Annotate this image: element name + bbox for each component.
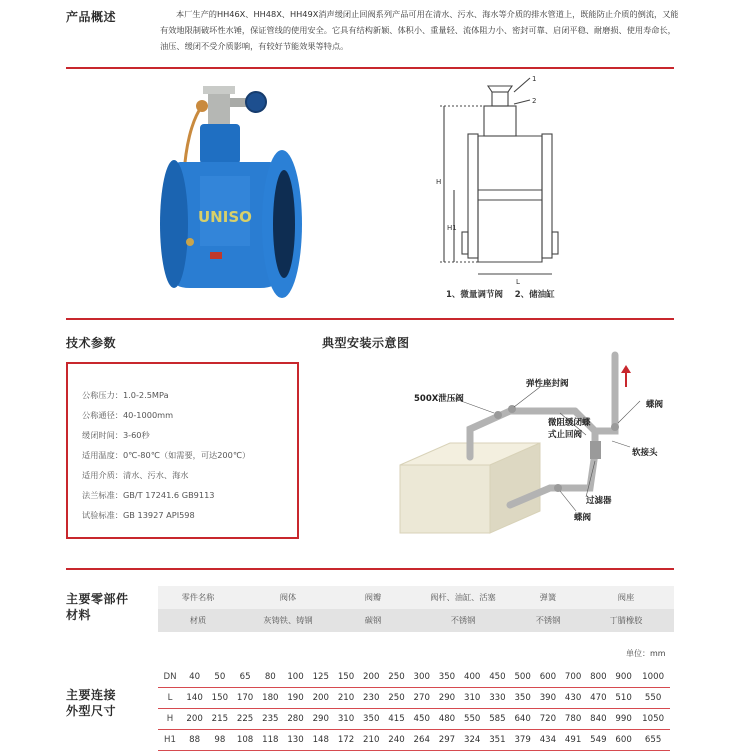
dims-cell: 170: [232, 688, 257, 709]
parts-header-cell: 阀体: [238, 586, 338, 609]
dims-cell: 150: [333, 667, 358, 688]
dims-cell: 400: [460, 667, 485, 688]
parts-title-line1: 主要零部件: [66, 592, 129, 606]
valve-product-photo: [150, 76, 310, 301]
dims-cell: 40: [182, 667, 207, 688]
parts-header-cell: 阀杆、油缸、活塞: [408, 586, 518, 609]
dims-cell: 600: [535, 667, 560, 688]
dims-cell: 780: [561, 709, 586, 730]
dims-row-label: H1: [158, 730, 182, 751]
parts-table: [158, 586, 674, 632]
installation-diagram: [390, 345, 690, 545]
dims-cell: 350: [359, 709, 384, 730]
label-check-valve-line2: 式止回阀: [548, 430, 583, 440]
label-elastic-seat-valve: 弹性座封阀: [526, 379, 569, 389]
dims-cell: 118: [258, 730, 283, 751]
dims-cell: 200: [359, 667, 384, 688]
dims-cell: 550: [636, 688, 670, 709]
dims-cell: 585: [485, 709, 510, 730]
parts-material-cell: 不锈钢: [518, 609, 578, 632]
dims-cell: 390: [535, 688, 560, 709]
dims-cell: 415: [384, 709, 409, 730]
dims-title-line2: 外型尺寸: [66, 704, 117, 718]
parts-header-cell: 弹簧: [518, 586, 578, 609]
overview-title: 产品概述: [66, 10, 117, 24]
dims-row-l: [158, 688, 670, 709]
dims-cell: 210: [333, 688, 358, 709]
dims-cell: 180: [258, 688, 283, 709]
callout-2: 2: [532, 97, 537, 105]
dims-cell: 310: [460, 688, 485, 709]
dims-cell: 290: [434, 688, 459, 709]
dims-cell: 190: [283, 688, 308, 709]
dims-cell: 550: [460, 709, 485, 730]
dims-cell: 300: [409, 667, 434, 688]
dims-cell: 640: [510, 709, 535, 730]
dims-cell: 800: [586, 667, 611, 688]
dims-cell: 324: [460, 730, 485, 751]
dims-title-line1: 主要连接: [66, 688, 117, 702]
overview-text: 本厂生产的HH46X、HH48X、HH49X消声缓闭止回阀系列产品可用在清水、污水、海水等介质的排水管道上，既能防止介质的倒流，又能有效地限制破坏性水锤，保证管线的使用安全。它具有结构新颖、体积小、重量轻、流体阻力小、密封可靠、启闭平稳、耐磨损、使用寿命长，油压、缓闭不受介质影响，有较好节能效果等特点。: [160, 9, 679, 51]
parts-material-cell: 不锈钢: [408, 609, 518, 632]
drawing-caption: 1、微量调节阀 2、储油缸: [446, 290, 555, 300]
spec-flange-standard: 法兰标准：GB/T 17241.6 GB9113: [82, 490, 215, 500]
dims-cell: 350: [510, 688, 535, 709]
dims-row-h: [158, 709, 670, 730]
dims-row-label: L: [158, 688, 182, 709]
dims-cell: 1050: [636, 709, 670, 730]
spec-diameter: 公称通径：40-1000mm: [82, 410, 174, 420]
parts-header-cell: 零件名称: [158, 586, 238, 609]
dims-cell: 108: [232, 730, 257, 751]
dims-cell: 150: [207, 688, 232, 709]
divider-lower: [66, 568, 674, 570]
dim-L: L: [516, 278, 520, 286]
dims-cell: 280: [283, 709, 308, 730]
label-soft-joint: 软接头: [632, 448, 658, 458]
tech-title: 技术参数: [66, 336, 117, 350]
riser-pipe: [595, 355, 615, 431]
dims-cell: 900: [611, 667, 636, 688]
dims-cell: 434: [535, 730, 560, 751]
dims-cell: 130: [283, 730, 308, 751]
dims-cell: 450: [485, 667, 510, 688]
dims-cell: 549: [586, 730, 611, 751]
install-title: 典型安装示意图: [322, 336, 410, 350]
dims-cell: 480: [434, 709, 459, 730]
dims-cell: 379: [510, 730, 535, 751]
dims-row-label: H: [158, 709, 182, 730]
label-filter: 过滤器: [586, 496, 612, 506]
divider-middle: [66, 318, 674, 320]
dims-cell: 655: [636, 730, 670, 751]
dims-cell: 225: [232, 709, 257, 730]
spec-temperature: 适用温度：0℃-80℃（如需要，可达200℃）: [82, 450, 251, 460]
parts-material-cell: 材质: [158, 609, 238, 632]
divider-top: [66, 67, 674, 69]
spec-pressure: 公称压力：1.0-2.5MPa: [82, 390, 169, 400]
callout-1: 1: [532, 75, 537, 83]
dims-row-dn: [158, 667, 670, 688]
dims-cell: 125: [308, 667, 333, 688]
dims-row-h1: [158, 730, 670, 751]
dims-cell: 330: [485, 688, 510, 709]
dims-cell: 65: [232, 667, 257, 688]
dims-cell: 310: [333, 709, 358, 730]
label-pressure-valve: 500X泄压阀: [414, 394, 464, 404]
dims-cell: 240: [384, 730, 409, 751]
dims-cell: 270: [409, 688, 434, 709]
dims-cell: 290: [308, 709, 333, 730]
left-flange: [160, 160, 188, 288]
dims-cell: 510: [611, 688, 636, 709]
parts-header-cell: 阀瓣: [338, 586, 408, 609]
uniso-logo: UNISO: [198, 208, 252, 226]
dims-cell: 470: [586, 688, 611, 709]
dims-cell: 1000: [636, 667, 670, 688]
filter-icon: [590, 441, 601, 459]
parts-material-cell: 丁腈橡胶: [578, 609, 674, 632]
dims-cell: 450: [409, 709, 434, 730]
dims-cell: 350: [434, 667, 459, 688]
dims-cell: 700: [561, 667, 586, 688]
spec-test-standard: 试验标准：GB 13927 API598: [82, 510, 195, 520]
valve-technical-drawing: [430, 72, 590, 297]
dims-cell: 230: [359, 688, 384, 709]
dims-cell: 98: [207, 730, 232, 751]
label-butterfly-valve-top: 蝶阀: [646, 400, 664, 410]
dim-H1: H1: [447, 224, 457, 232]
stem-body: [208, 92, 230, 126]
dims-cell: 80: [258, 667, 283, 688]
handwheel-icon: [246, 92, 266, 112]
dims-cell: 990: [611, 709, 636, 730]
dims-cell: 491: [561, 730, 586, 751]
dims-cell: 172: [333, 730, 358, 751]
dims-cell: 148: [308, 730, 333, 751]
parts-material-cell: 碳钢: [338, 609, 408, 632]
label-check-valve-line1: 微阻缓闭蝶: [548, 418, 591, 428]
label-butterfly-valve-bottom: 蝶阀: [574, 513, 592, 523]
dims-cell: 210: [359, 730, 384, 751]
dims-cell: 235: [258, 709, 283, 730]
dims-cell: 297: [434, 730, 459, 751]
dims-unit: 单位：mm: [626, 649, 666, 658]
dims-cell: 100: [283, 667, 308, 688]
dims-cell: 200: [182, 709, 207, 730]
tech-spec-box: [66, 362, 299, 539]
parts-header-row: [158, 586, 674, 609]
valve-bore: [273, 170, 295, 278]
parts-material-cell: 灰铸铁、铸钢: [238, 609, 338, 632]
dims-cell: 600: [611, 730, 636, 751]
dims-cell: 140: [182, 688, 207, 709]
parts-material-row: [158, 609, 674, 632]
valve-bonnet: [200, 124, 240, 164]
dims-cell: 430: [561, 688, 586, 709]
dims-cell: 840: [586, 709, 611, 730]
dim-H: H: [436, 178, 442, 186]
spec-medium: 适用介质：清水、污水、海水: [82, 470, 189, 480]
dims-cell: 215: [207, 709, 232, 730]
dims-cell: 250: [384, 688, 409, 709]
dims-row-label: DN: [158, 667, 182, 688]
dims-cell: 200: [308, 688, 333, 709]
dims-cell: 250: [384, 667, 409, 688]
tank-front: [400, 465, 490, 533]
dims-cell: 351: [485, 730, 510, 751]
dims-cell: 50: [207, 667, 232, 688]
spec-closing-time: 缓闭时间：3-60秒: [82, 430, 150, 440]
dims-table: [158, 667, 670, 751]
dims-cell: 264: [409, 730, 434, 751]
parts-header-cell: 阀座: [578, 586, 674, 609]
parts-title-line2: 材料: [66, 608, 92, 622]
dims-cell: 88: [182, 730, 207, 751]
butterfly-valve-icon: [611, 423, 619, 431]
dims-cell: 720: [535, 709, 560, 730]
pressure-valve-icon: [494, 411, 502, 419]
dims-cell: 500: [510, 667, 535, 688]
